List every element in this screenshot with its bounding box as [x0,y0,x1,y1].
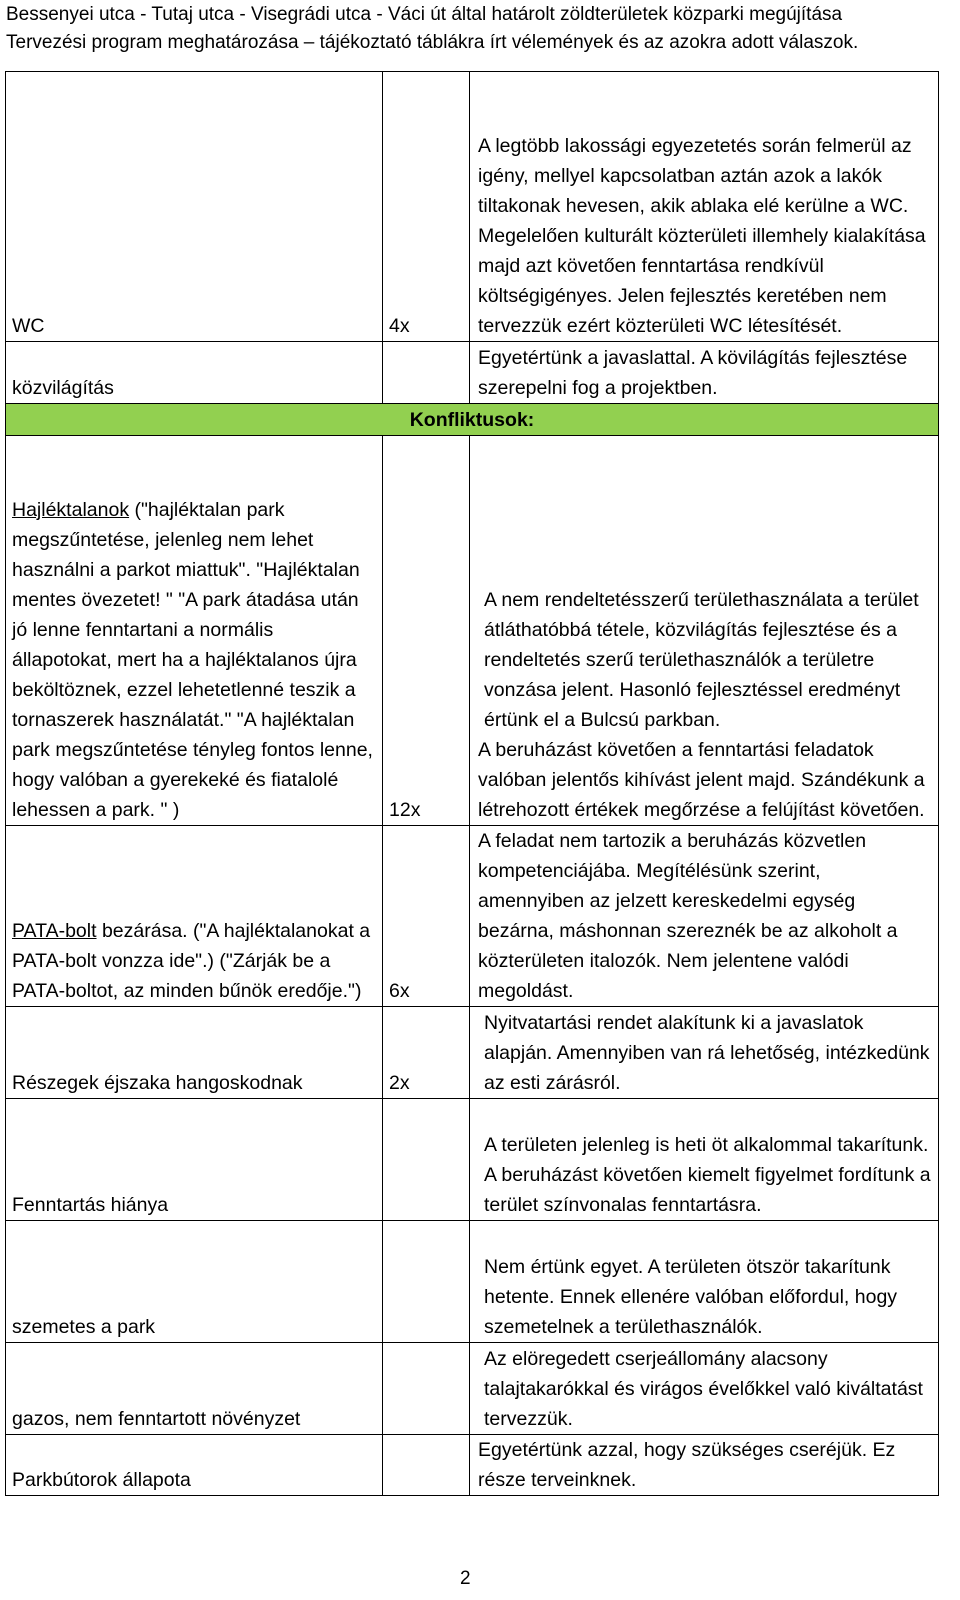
answer-cell: A legtöbb lakossági egyezetetés során felmerül az igény, mellyel kapcsolatban aztán azok a lakók tiltakonak hevesen, akik ablaka elé kerülne a WC. Megelelően kulturált közterületi illemhely kialakítása majd azt követően fenntartása rendkívül költségigényes. Jelen fejlesztés keretében nem tervezzük ezért közterületi WC létesítését. [470,72,939,342]
page-number: 2 [460,1568,471,1589]
answer-cell: Egyetértünk azzal, hogy szükséges cseréjük. Ez része terveinknek. [470,1435,939,1496]
table-row-maintenance [6,1099,939,1221]
table-row-drunk [6,1007,939,1099]
count-cell: 12x [383,436,470,826]
section-heading: Konfliktusok: [6,404,939,436]
table-row-litter [6,1221,939,1343]
count-cell: 4x [383,72,470,342]
count-cell [383,1343,470,1435]
header-subtitle: Tervezési program meghatározása – tájékoztató táblákra írt vélemények és az azokra adott válaszok. [6,32,859,53]
answer-cell: Egyetértünk a javaslattal. A kövilágítás fejlesztése szerepelni fog a projektben. [470,342,939,404]
answer-cell: Nem értünk egyet. A területen ötször takarítunk hetente. Ennek ellenére valóban előfordul, hogy szemetelnek a területhasználók. [470,1221,939,1343]
section-row-conflicts [6,404,939,436]
table-row-homeless [6,436,939,826]
table-row-furniture [6,1435,939,1496]
answer-paragraph: A beruházást követően a fenntartási feladatok valóban jelentős kihívást jelent majd. Szándékunk a létrehozott értékek megőrzése a felújítást követően. [478,739,925,821]
header-title: Bessenyei utca - Tutaj utca - Visegrádi utca - Váci út által határolt zöldterületek közparki megújítása [6,4,843,25]
topic-cell: szemetes a park [6,1221,383,1343]
answer-cell: Az elöregedett cserjeállomány alacsony talajtakarókkal és virágos évelőkkel való kiváltatást tervezzük. [470,1343,939,1435]
topic-cell: Parkbútorok állapota [6,1435,383,1496]
topic-cell [6,826,383,1007]
answer-cell: A feladat nem tartozik a beruházás közvetlen kompetenciájába. Megítélésünk szerint, amennyiben az jelzett kereskedelmi egység bezárna, máshonnan szereznék be az alkoholt a közterületen italozók. Nem jelentene valódi megoldást. [470,826,939,1007]
answer-cell: A területen jelenleg is heti öt alkalommal takarítunk. A beruházást követően kiemelt figyelmet fordítunk a terület színvonalas fenntartásra. [470,1099,939,1221]
topic-cell [6,436,383,826]
answer-cell [470,436,939,826]
topic-cell: Fenntartás hiánya [6,1099,383,1221]
count-cell: 6x [383,826,470,1007]
count-cell [383,1435,470,1496]
table-row-lighting [6,342,939,404]
topic-link[interactable]: Hajléktalanok [12,499,130,521]
topic-link[interactable]: PATA-bolt [12,920,97,942]
count-cell: 2x [383,1007,470,1099]
count-cell [383,1099,470,1221]
table-row-pata [6,826,939,1007]
feedback-table [5,71,939,1496]
answer-cell: Nyitvatartási rendet alakítunk ki a javaslatok alapján. Amennyiben van rá lehetőség, intézkedünk az esti zárásról. [470,1007,939,1099]
topic-cell: közvilágítás [6,342,383,404]
topic-cell: gazos, nem fenntartott növényzet [6,1343,383,1435]
answer-paragraph: A nem rendeltetésszerű területhasználata a terület átláthatóbbá tétele, közvilágítás fejlesztése és a rendeltetés szerű területhasználók a területre vonzása jelent. Hasonló fejlesztéssel eredményt értünk el a Bulcsú parkban. [484,589,919,731]
document-header [6,1,956,57]
count-cell [383,1221,470,1343]
topic-cell: Részegek éjszaka hangoskodnak [6,1007,383,1099]
topic-text: bezárása. ("A hajléktalanokat a PATA-bolt vonzza ide".) ("Zárják be a PATA-boltot, az minden bűnök eredője.") [12,920,371,1002]
topic-cell: WC [6,72,383,342]
topic-text: ("hajléktalan park megszűntetése, jelenleg nem lehet használni a parkot miattuk". "Hajléktalan mentes övezetet! " "A park átadása után jó lenne fenntartani a normális állapotokat, mert ha a hajléktalanos újra beköltöznek, ezzel lehetetlenné teszik a tornaszerek használatát." "A hajléktalan park megszűntetése tényleg fontos lenne, hogy valóban a gyerekeké és fiatalolé lehessen a park. " ) [12,499,373,821]
table-row-wc [6,72,939,342]
table-row-weeds [6,1343,939,1435]
count-cell [383,342,470,404]
